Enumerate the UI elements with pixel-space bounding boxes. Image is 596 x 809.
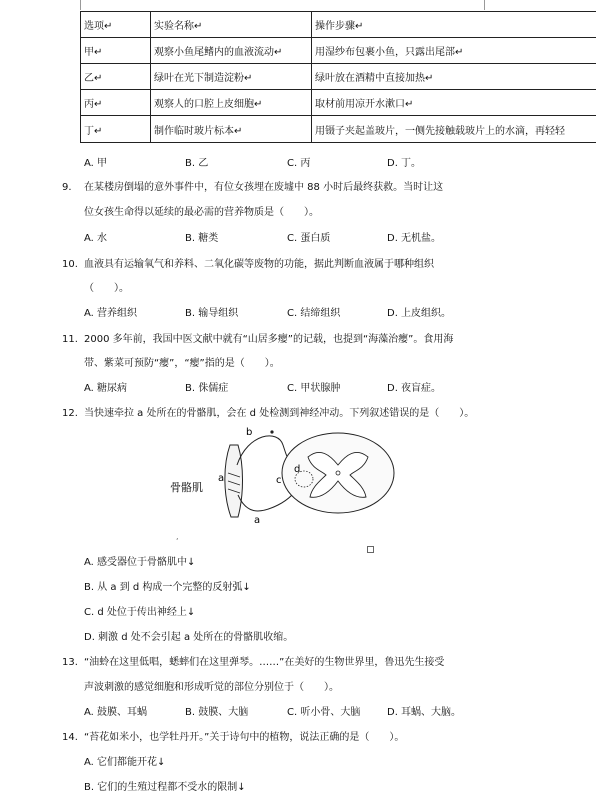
option-b: B. 侏儒症 bbox=[185, 383, 229, 394]
page-corner-mark-left bbox=[80, 0, 81, 10]
table-cell: 丙↵ bbox=[81, 90, 151, 116]
option-b: B. 它们的生殖过程都不受水的限制↓ bbox=[84, 782, 246, 793]
option-a: A. 甲 bbox=[84, 158, 108, 169]
table-cell: 取材前用凉开水漱口↵ bbox=[312, 90, 596, 116]
page-corner-mark-right bbox=[484, 0, 485, 10]
question-text: “油蛉在这里低唱，蟋蟀们在这里弹琴。……”在美好的生物世界里，鲁迅先生接受 bbox=[84, 657, 445, 668]
option-b: B. 输导组织 bbox=[185, 308, 239, 319]
question-text: 2000 多年前，我国中医文献中就有“山居多瘿”的记载，也提到“海藻治瘿”。食用海 bbox=[84, 334, 454, 345]
table-header-row bbox=[81, 12, 596, 38]
table-row bbox=[81, 38, 596, 64]
question-text: “苔花如米小，也学牡丹开。”关于诗句中的植物，说法正确的是（ ）。 bbox=[84, 732, 405, 743]
option-c: C. 听小骨、大脑 bbox=[287, 707, 361, 718]
format-mark: , bbox=[176, 532, 179, 541]
option-a: A. 糖尿病 bbox=[84, 383, 128, 394]
question-number: 14. bbox=[62, 732, 78, 743]
table-cell: 用镊子夹起盖玻片，一侧先接触载玻片上的水滴，再轻轻 bbox=[312, 116, 596, 143]
table-cell: 乙↵ bbox=[81, 64, 151, 90]
table-cell: 用湿纱布包裹小鱼，只露出尾部↵ bbox=[312, 38, 596, 64]
question-text: （ ）。 bbox=[84, 283, 129, 294]
option-a: A. 营养组织 bbox=[84, 308, 138, 319]
option-a: A. 它们都能开花↓ bbox=[84, 757, 166, 768]
option-a: A. 感受器位于骨骼肌中↓ bbox=[84, 557, 196, 568]
option-c: C. 丙 bbox=[287, 158, 311, 169]
experiment-table bbox=[80, 11, 596, 143]
option-c: C. 蛋白质 bbox=[287, 233, 331, 244]
option-a: A. 鼓膜、耳蜗 bbox=[84, 707, 148, 718]
table-header-cell: 选项↵ bbox=[81, 12, 151, 38]
question-number: 10. bbox=[62, 259, 78, 270]
table-cell: 观察小鱼尾鳍内的血液流动↵ bbox=[151, 38, 312, 64]
label-a-upper: a bbox=[218, 473, 225, 484]
option-b: B. 糖类 bbox=[185, 233, 219, 244]
resize-handle[interactable] bbox=[367, 546, 374, 553]
option-a: A. 水 bbox=[84, 233, 108, 244]
option-d: D. 刺激 d 处不会引起 a 处所在的骨骼肌收缩。 bbox=[84, 632, 294, 643]
label-c: c bbox=[276, 475, 282, 486]
option-d: D. 无机盐。 bbox=[387, 233, 442, 244]
table-cell: 观察人的口腔上皮细胞↵ bbox=[151, 90, 312, 116]
option-d: D. 夜盲症。 bbox=[387, 383, 442, 394]
muscle-shape bbox=[225, 445, 243, 517]
table-row bbox=[81, 64, 596, 90]
muscle-label: 骨骼肌 bbox=[170, 481, 203, 494]
option-b: B. 鼓膜、大脑 bbox=[185, 707, 249, 718]
label-a-lower: a bbox=[254, 515, 261, 525]
question-text: 血液具有运输氧气和养料、二氧化碳等废物的功能，据此判断血液属于哪种组织 bbox=[84, 259, 434, 270]
question-number: 9. bbox=[62, 182, 72, 193]
label-d: d bbox=[294, 464, 301, 475]
option-c: C. 甲状腺肿 bbox=[287, 383, 341, 394]
question-text: 在某楼房倒塌的意外事件中，有位女孩埋在废墟中 88 小时后最终获救。当时让这 bbox=[84, 182, 444, 193]
reflex-arc-figure bbox=[168, 425, 398, 525]
table-cell: 制作临时玻片标本↵ bbox=[151, 116, 312, 143]
table-cell: 丁↵ bbox=[81, 116, 151, 143]
table-cell: 绿叶放在酒精中直接加热↵ bbox=[312, 64, 596, 90]
question-number: 12. bbox=[62, 408, 78, 419]
option-c: C. 结缔组织 bbox=[287, 308, 341, 319]
option-b: B. 乙 bbox=[185, 158, 209, 169]
label-b: b bbox=[246, 427, 253, 438]
option-b: B. 从 a 到 d 构成一个完整的反射弧↓ bbox=[84, 582, 251, 593]
option-c: C. d 处位于传出神经上↓ bbox=[84, 607, 196, 618]
table-row bbox=[81, 90, 596, 116]
question-text: 当快速牵拉 a 处所在的骨骼肌，会在 d 处检测到神经冲动。下列叙述错误的是（ ）。 bbox=[84, 408, 475, 419]
table-row bbox=[81, 116, 596, 143]
table-header-cell: 实验名称↵ bbox=[151, 12, 312, 38]
question-text: 声波刺激的感觉细胞和形成听觉的部位分别位于（ ）。 bbox=[84, 682, 339, 693]
question-number: 11. bbox=[62, 334, 78, 345]
option-d: D. 上皮组织。 bbox=[387, 308, 452, 319]
table-header-cell: 操作步骤↵ bbox=[312, 12, 596, 38]
table-cell: 甲↵ bbox=[81, 38, 151, 64]
question-number: 13. bbox=[62, 657, 78, 668]
question-text: 位女孩生命得以延续的最必需的营养物质是（ ）。 bbox=[84, 207, 319, 218]
question-text: 带、紫菜可预防“瘿”，“瘿”指的是（ ）。 bbox=[84, 358, 280, 369]
option-d: D. 耳蜗、大脑。 bbox=[387, 707, 462, 718]
option-d: D. 丁。 bbox=[387, 158, 422, 169]
table-cell: 绿叶在光下制造淀粉↵ bbox=[151, 64, 312, 90]
